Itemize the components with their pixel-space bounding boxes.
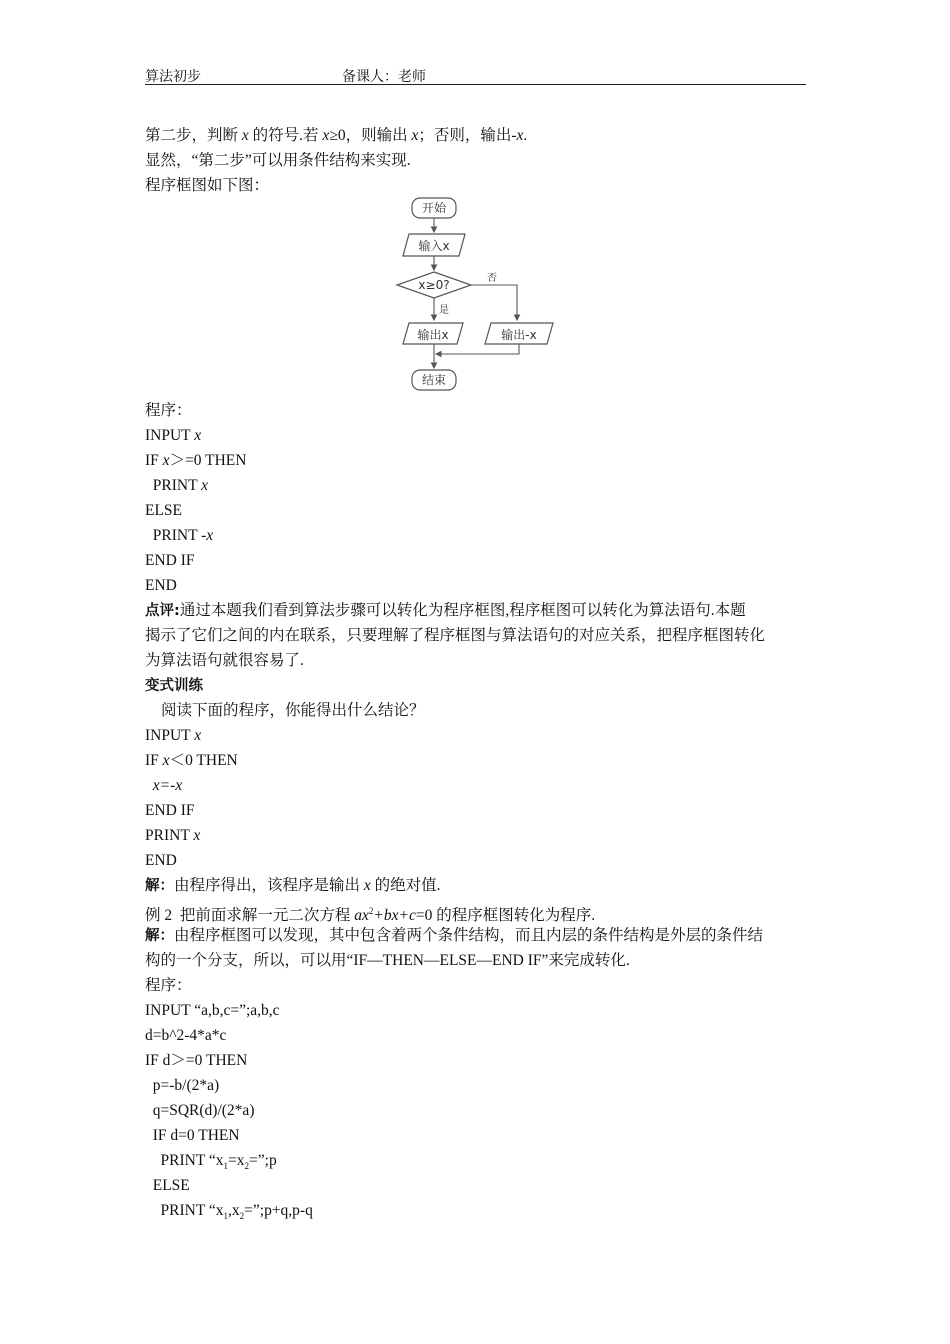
variant-question: 阅读下面的程序，你能得出什么结论？ bbox=[161, 702, 425, 719]
code-line: INPUT “a,b,c=”;a,b,c bbox=[145, 1002, 280, 1019]
code-line: INPUT x bbox=[145, 427, 202, 444]
code-line: p=-b/(2*a) bbox=[145, 1077, 220, 1094]
code-line: PRINT x bbox=[145, 827, 201, 844]
program-label: 程序： bbox=[145, 402, 192, 419]
code-line: PRINT x bbox=[145, 477, 209, 494]
code-line: PRINT “$x_1=x_2=”;p$ bbox=[145, 1152, 277, 1172]
flow-no-label: 否 bbox=[487, 273, 497, 284]
flowchart-caption: 程序框图如下图： bbox=[145, 177, 270, 194]
step-two-line: 第二步，判断 x 的符号.若 x≥0，则输出 x；否则，输出-x. bbox=[145, 127, 528, 144]
comment-line: 点评:通过本题我们看到算法步骤可以转化为程序框图,程序框图可以转化为算法语句.本题 bbox=[145, 602, 746, 619]
code-line: PRINT -x bbox=[145, 527, 214, 544]
example-line: 例 2 把前面求解一元二次方程 $ax^2+bx+c=0$ 的程序框图转化为程序. bbox=[145, 906, 596, 925]
code-line: ELSE bbox=[145, 502, 183, 519]
code-line: q=SQR(d)/(2*a) bbox=[145, 1102, 255, 1119]
header-teacher: 备课人：老师 bbox=[342, 70, 426, 85]
code-line: IF x＞=0 THEN bbox=[145, 452, 247, 469]
code-line: d=b^2-4*a*c bbox=[145, 1027, 227, 1044]
comment-line: 揭示了它们之间的内在联系，只要理解了程序框图与算法语句的对应关系，把程序框图转化 bbox=[145, 627, 766, 644]
program-label: 程序： bbox=[145, 977, 192, 994]
flowchart bbox=[395, 194, 565, 394]
code-line: END bbox=[145, 577, 177, 594]
flow-arrow bbox=[436, 344, 519, 354]
flow-decision-label: x≥0? bbox=[418, 278, 450, 292]
flow-output-right-label: 输出-x bbox=[501, 328, 537, 342]
flow-input-label: 输入x bbox=[418, 239, 450, 253]
code-line: END IF bbox=[145, 552, 195, 569]
code-line: IF x＜0 THEN bbox=[145, 752, 238, 769]
variant-title: 变式训练 bbox=[145, 678, 203, 694]
code-line: ELSE bbox=[145, 1177, 190, 1194]
answer-line: 解：由程序得出，该程序是输出 x 的绝对值. bbox=[145, 877, 441, 894]
header-subject: 算法初步 bbox=[145, 70, 201, 85]
code-line: INPUT x bbox=[145, 727, 202, 744]
code-line: IF d＞=0 THEN bbox=[145, 1052, 248, 1069]
answer-line: 解：由程序框图可以发现，其中包含着两个条件结构，而且内层的条件结构是外层的条件结 bbox=[145, 927, 764, 944]
condition-note: 显然，“第二步”可以用条件结构来实现. bbox=[145, 152, 411, 169]
code-line: IF d=0 THEN bbox=[145, 1127, 240, 1144]
flow-start-label: 开始 bbox=[421, 201, 447, 215]
flow-output-left-label: 输出x bbox=[417, 328, 449, 342]
answer-line: 构的一个分支，所以，可以用“IF—THEN—ELSE—END IF”来完成转化. bbox=[145, 952, 630, 969]
flow-arrow bbox=[471, 285, 517, 320]
code-line: END IF bbox=[145, 802, 195, 819]
flow-yes-label: 是 bbox=[439, 305, 449, 316]
code-line: PRINT “$x_1,x_2=”;p+q,p-q$ bbox=[145, 1202, 313, 1222]
flow-end-label: 结束 bbox=[421, 373, 447, 387]
comment-line: 为算法语句就很容易了. bbox=[145, 652, 304, 669]
page-header bbox=[145, 66, 806, 85]
code-line: x=-x bbox=[152, 777, 183, 794]
code-line: END bbox=[145, 852, 177, 869]
